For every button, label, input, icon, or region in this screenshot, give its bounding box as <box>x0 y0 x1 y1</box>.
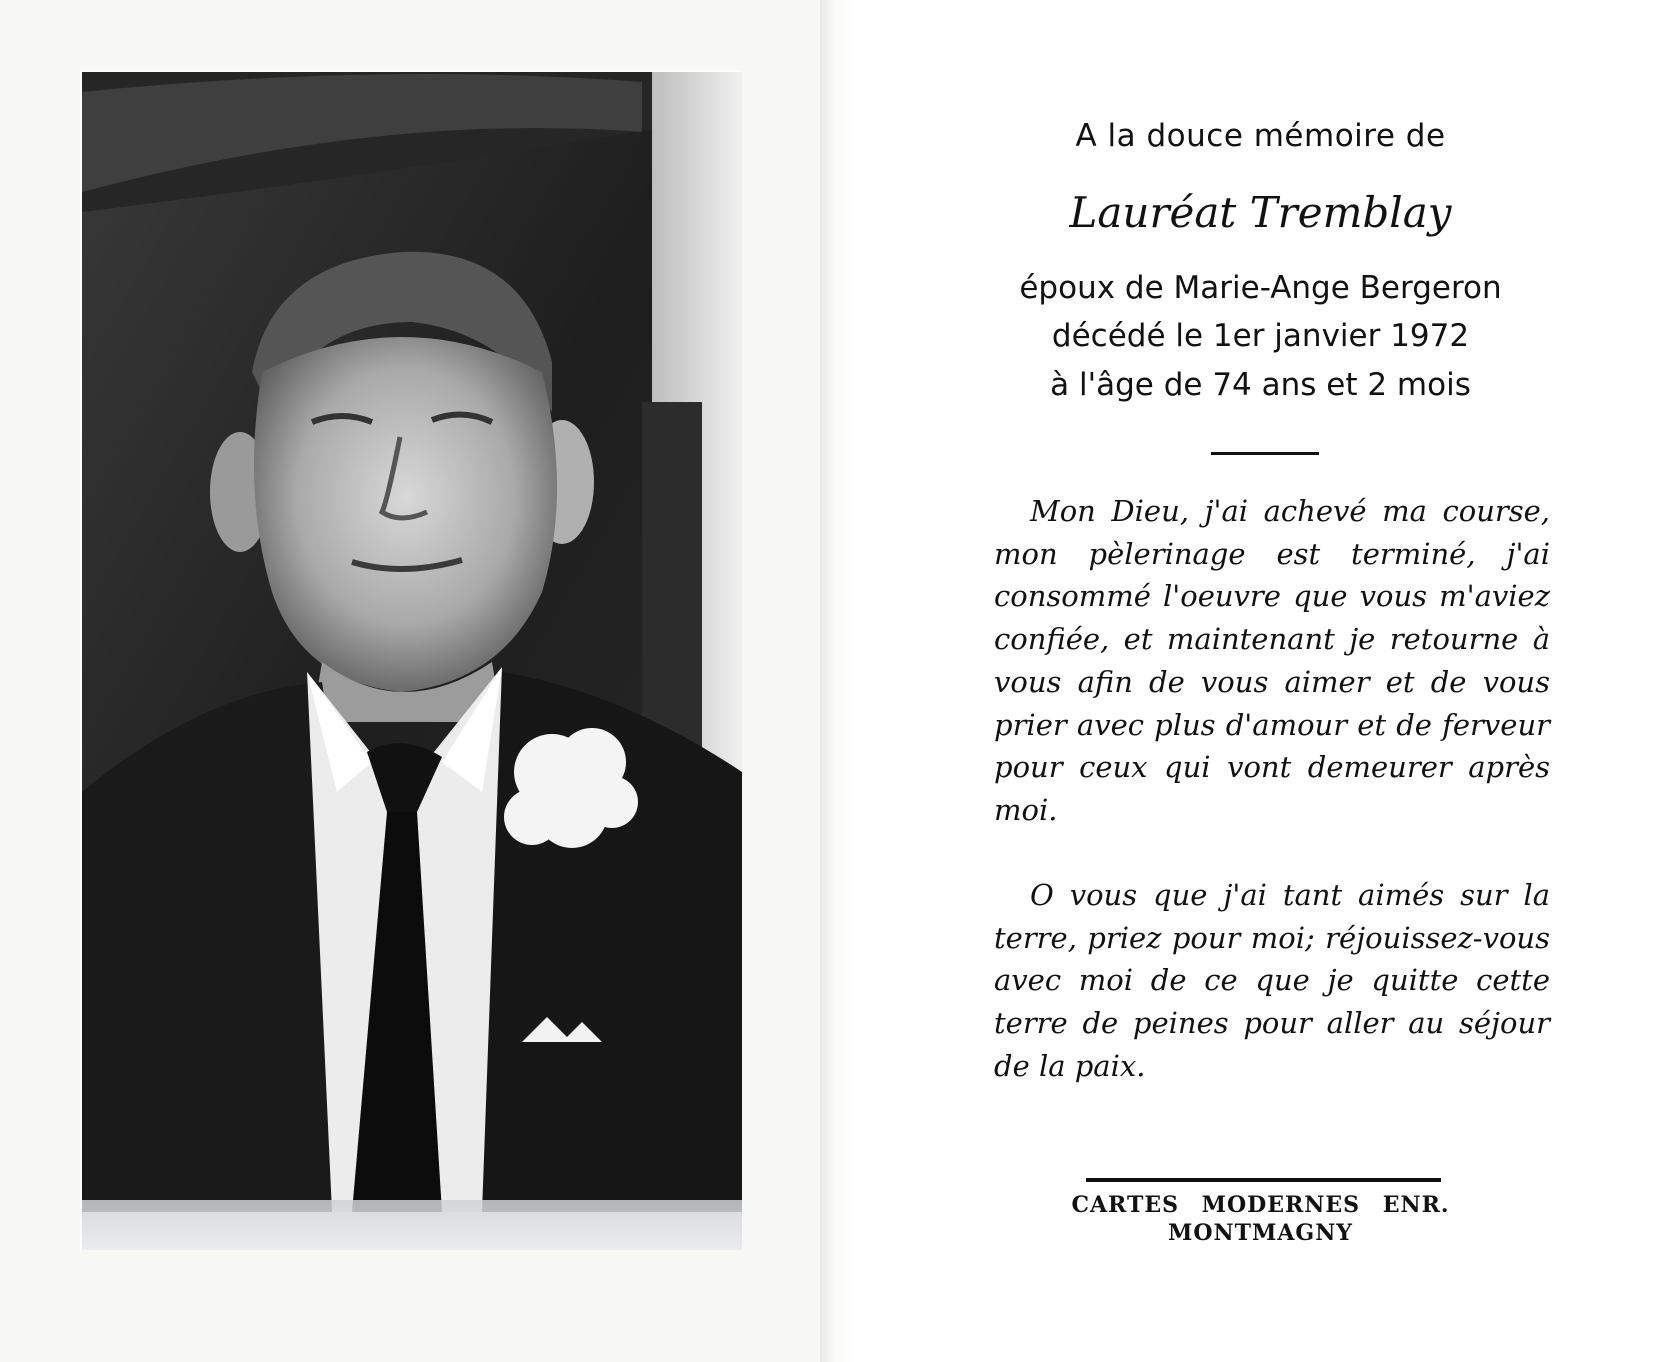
photo-bottom-strip <box>82 1200 742 1250</box>
portrait-photo <box>82 72 742 1212</box>
photo-card <box>0 0 820 1362</box>
prayer-paragraph-1: Mon Dieu, j'ai achevé ma course, mon pèlerinage est terminé, j'ai consommé l'oeuvre que vous m'aviez confiée, et maintenant je retourne à vous afin de vous aimer et de vous prier avec plus d'amour et de ferveur pour ceux qui vont demeurer après moi. <box>994 494 1550 827</box>
death-date-line: décédé le 1er janvier 1972 <box>1051 318 1470 354</box>
publisher-name: CARTES MODERNES ENR. <box>1071 1192 1450 1218</box>
card-fold <box>820 0 856 1362</box>
spouse-line: époux de Marie-Ange Bergeron <box>1019 270 1502 306</box>
divider-rule <box>1211 452 1319 455</box>
footer-rule <box>1086 1178 1441 1182</box>
memorial-heading: A la douce mémoire de <box>1075 118 1446 154</box>
prayer-paragraph-2: O vous que j'ai tant aimés sur la terre, priez pour moi; réjouissez-vous avec moi de ce que je quitte cette terre de peines pour aller au séjour de la paix. <box>994 878 1550 1083</box>
age-line: à l'âge de 74 ans et 2 mois <box>1050 367 1471 403</box>
text-card <box>856 0 1665 1362</box>
deceased-name: Lauréat Tremblay <box>1069 188 1452 237</box>
publisher-city: MONTMAGNY <box>1167 1220 1354 1246</box>
